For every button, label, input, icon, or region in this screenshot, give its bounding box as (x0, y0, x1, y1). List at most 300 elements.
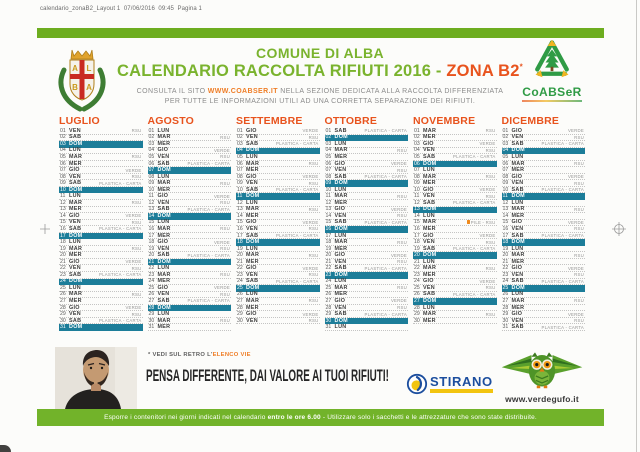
waste-label: VERDE (125, 213, 142, 219)
coabser-name: CoABSeR (522, 85, 582, 99)
day-number: 09 (502, 180, 509, 187)
day-abbrev: LUN (69, 147, 81, 154)
day-abbrev: MER (334, 199, 348, 206)
waste-label: PLASTICA - CARTA (275, 233, 319, 239)
day-abbrev: DOM (511, 239, 525, 246)
month-header: DICEMBRE (501, 115, 560, 127)
day-number: 17 (148, 232, 155, 239)
day-abbrev: SAB (511, 232, 524, 239)
waste-label: RSU (131, 200, 142, 206)
day-abbrev: SAB (69, 225, 82, 232)
day-abbrev: MAR (157, 317, 171, 324)
day-number: 03 (325, 140, 332, 147)
day-abbrev: DOM (334, 225, 348, 232)
day-number: 10 (325, 186, 332, 193)
day-abbrev: LUN (423, 304, 435, 311)
waste-label: VERDE (302, 174, 319, 180)
waste-label: PLASTICA - CARTA (364, 128, 407, 134)
day-number: 26 (60, 291, 66, 298)
day-abbrev: GIO (246, 265, 257, 272)
day-abbrev: VEN (511, 134, 524, 141)
month-column (325, 115, 409, 331)
waste-label: RSU (220, 291, 230, 297)
day-number: 21 (60, 258, 66, 265)
day-number: 11 (414, 193, 420, 200)
day-number: 04 (237, 147, 243, 154)
day-abbrev: GIO (246, 173, 257, 180)
day-number: 07 (237, 167, 243, 174)
month-header: NOVEMBRE (413, 115, 476, 127)
waste-label: RSU (574, 272, 584, 278)
print-info: calendario_zonaB2_Layout 1 07/06/2016 09:45 Pagina 1 (40, 6, 202, 12)
day-number: 04 (148, 147, 155, 154)
day-abbrev: DOM (246, 284, 260, 291)
day-number: 29 (414, 311, 420, 318)
day-number: 19 (325, 245, 332, 252)
day-number: 17 (60, 232, 66, 239)
calendar-title (110, 62, 530, 81)
stirano-yellow-band (430, 389, 493, 393)
day-row (502, 324, 586, 331)
day-abbrev: MER (511, 212, 525, 219)
waste-label: VERDE (302, 219, 319, 225)
day-abbrev: LUN (246, 153, 258, 160)
day-abbrev: LUN (246, 199, 258, 206)
day-abbrev: SAB (246, 140, 259, 147)
month-column (148, 115, 232, 331)
day-abbrev: MAR (423, 265, 437, 272)
day-number: 28 (502, 304, 509, 311)
waste-label: RSU (220, 134, 230, 140)
day-number: 25 (502, 284, 509, 291)
day-number: 28 (148, 304, 155, 311)
day-abbrev: GIO (69, 258, 80, 265)
day-abbrev: GIO (511, 219, 523, 226)
day-number: 17 (414, 232, 420, 239)
day-abbrev: VEN (246, 134, 258, 141)
month-header: OTTOBRE (324, 115, 378, 127)
waste-label: RSU (220, 200, 230, 206)
day-number: 26 (414, 291, 420, 298)
day-abbrev: MER (334, 153, 348, 160)
waste-label: RSU (308, 226, 319, 232)
day-number: 11 (502, 193, 508, 200)
day-abbrev: DOM (423, 252, 437, 259)
day-number: 03 (60, 140, 66, 147)
day-abbrev: MAR (423, 127, 437, 134)
day-abbrev: VEN (334, 212, 347, 219)
day-number: 02 (414, 134, 420, 141)
registration-target-right (612, 222, 626, 236)
day-abbrev: DOM (511, 193, 525, 200)
footnote-elenco-vie (148, 352, 251, 358)
day-number: 29 (502, 311, 509, 318)
day-number: 09 (325, 180, 332, 187)
day-number: 05 (148, 153, 155, 160)
day-abbrev: SAB (69, 134, 82, 141)
day-abbrev: LUN (157, 173, 170, 180)
day-abbrev: DOM (334, 317, 348, 324)
day-number: 10 (414, 186, 420, 193)
day-abbrev: LUN (157, 127, 170, 134)
waste-label: RSU (308, 272, 319, 278)
day-abbrev: MAR (246, 298, 260, 304)
day-abbrev: DOM (69, 186, 83, 193)
day-abbrev: DOM (511, 284, 525, 291)
coabser-recycle-tree-icon (526, 38, 578, 80)
day-abbrev: MER (69, 206, 82, 213)
waste-label: RSU (485, 147, 496, 153)
day-number: 06 (148, 160, 155, 167)
day-number: 18 (237, 239, 243, 246)
day-number: 23 (325, 271, 332, 278)
day-number: 15 (237, 219, 243, 226)
waste-label: VERDE (213, 147, 230, 153)
day-abbrev: VEN (423, 239, 435, 246)
day-abbrev: MER (423, 317, 436, 324)
waste-label: PLASTICA - CARTA (364, 219, 407, 225)
day-abbrev: SAB (69, 317, 82, 324)
day-abbrev: GIO (423, 232, 434, 239)
day-abbrev: MAR (423, 219, 437, 226)
day-number: 07 (325, 167, 332, 174)
day-abbrev: VEN (157, 153, 170, 160)
day-number: 18 (414, 239, 420, 246)
footnote-pre: * VEDI SUL RETRO L' (148, 352, 213, 358)
day-number: 06 (414, 160, 420, 167)
day-abbrev: GIO (157, 193, 169, 200)
day-abbrev: DOM (334, 134, 348, 141)
day-abbrev: VEN (69, 173, 81, 180)
waste-label: VERDE (567, 174, 584, 180)
stirano-logo (406, 372, 493, 396)
day-number: 02 (148, 134, 155, 141)
day-number: 01 (237, 127, 243, 134)
day-abbrev: DOM (246, 239, 260, 246)
day-number: 05 (325, 153, 332, 160)
day-abbrev: LUN (334, 140, 347, 147)
waste-label: RSU (485, 193, 496, 199)
day-number: 22 (325, 265, 332, 272)
day-number: 25 (60, 284, 66, 291)
waste-label: RSU (574, 180, 584, 186)
day-number: 19 (60, 245, 66, 252)
waste-label: RSU (308, 252, 319, 258)
day-abbrev: LUN (157, 219, 170, 226)
waste-label: VERDE (479, 187, 496, 193)
waste-label: PLASTICA - CARTA (541, 141, 584, 147)
day-number: 31 (148, 324, 155, 331)
day-number: 21 (237, 258, 243, 265)
day-abbrev: SAB (157, 160, 170, 167)
day-number: 26 (325, 291, 332, 298)
consult-text (110, 87, 530, 106)
day-abbrev: VEN (423, 193, 435, 200)
day-abbrev: VEN (246, 225, 258, 232)
day-number: 25 (325, 284, 332, 291)
page-edge-line (636, 0, 637, 452)
footer-text-post: - Utilizzare solo i sacchetti e le attrezzature che sono state distribuite. (320, 414, 537, 421)
day-number: 04 (325, 147, 332, 154)
day-abbrev: LUN (511, 291, 524, 298)
day-number: 07 (414, 167, 420, 174)
waste-label: PLASTICA - CARTA (275, 187, 319, 193)
day-number: 21 (502, 258, 509, 265)
day-abbrev: LUN (69, 239, 81, 246)
day-abbrev: DOM (334, 271, 348, 278)
day-abbrev: SAB (157, 206, 170, 213)
day-number: 27 (325, 298, 332, 304)
day-number: 15 (502, 219, 509, 226)
day-number: 13 (148, 206, 155, 213)
waste-label: RSU (220, 272, 230, 278)
day-abbrev: SAB (511, 278, 524, 285)
day-number: 27 (502, 298, 509, 304)
day-abbrev: SAB (246, 186, 259, 193)
waste-label: RSU (397, 167, 407, 173)
coabser-site-link: WWW.COABSER.IT (207, 88, 278, 95)
day-number: 17 (325, 232, 332, 239)
day-number: 13 (502, 206, 509, 213)
day-number: 17 (502, 232, 509, 239)
day-abbrev: MAR (334, 239, 348, 246)
month-column (413, 115, 497, 331)
day-number: 24 (148, 278, 155, 285)
day-number: 23 (414, 271, 420, 278)
day-number: 16 (60, 225, 66, 232)
day-abbrev: DOM (157, 212, 171, 219)
day-number: 16 (414, 225, 420, 232)
day-abbrev: MAR (69, 291, 83, 298)
day-number: 03 (414, 140, 420, 147)
consult-pre: CONSULTA IL SITO (136, 88, 208, 95)
day-abbrev: GIO (246, 311, 257, 318)
day-number: 13 (237, 206, 243, 213)
day-number: 12 (148, 199, 155, 206)
day-number: 13 (60, 206, 66, 213)
day-number: 20 (325, 252, 332, 259)
day-abbrev: SAB (157, 298, 170, 304)
waste-label: VERDE (479, 278, 496, 284)
day-number: 06 (60, 160, 66, 167)
day-abbrev: VEN (69, 219, 81, 226)
day-number: 01 (60, 127, 66, 134)
day-number: 18 (148, 239, 155, 246)
day-abbrev: SAB (511, 324, 524, 331)
day-abbrev: MAR (246, 160, 260, 167)
waste-label: PLASTICA - CARTA (187, 161, 230, 166)
waste-label: PLASTICA - CARTA (275, 278, 319, 284)
stirano-name: STIRANO (430, 374, 493, 390)
day-number: 10 (148, 186, 155, 193)
day-abbrev: GIO (423, 186, 434, 193)
waste-label: PLASTICA - CARTA (275, 141, 319, 147)
day-number: 27 (148, 298, 155, 304)
waste-label: RSU (485, 239, 496, 245)
day-number: 30 (237, 317, 243, 324)
day-number: 28 (60, 304, 66, 311)
waste-label: RSU (397, 285, 407, 291)
day-number: 19 (414, 245, 420, 252)
day-number: 09 (414, 180, 420, 187)
day-number: 22 (148, 265, 155, 272)
day-abbrev: MER (423, 134, 436, 141)
day-number: 28 (237, 304, 243, 311)
day-number: 11 (237, 193, 243, 200)
day-number: 24 (237, 278, 243, 285)
day-abbrev: MER (246, 258, 259, 265)
waste-label: RSU (485, 311, 496, 317)
day-number: 19 (502, 245, 509, 252)
day-abbrev: SAB (334, 173, 347, 180)
waste-label: RSU (574, 298, 584, 304)
day-number: 24 (502, 278, 509, 285)
waste-label: VERDE (390, 161, 407, 166)
day-number: 27 (237, 298, 243, 304)
day-number: 28 (414, 304, 420, 311)
day-abbrev: VEN (246, 271, 258, 278)
waste-label: PLASTICA - CARTA (541, 278, 584, 284)
waste-label: VERDE (567, 219, 584, 225)
day-number: 08 (414, 173, 420, 180)
day-abbrev: LUN (334, 278, 347, 285)
day-abbrev: VEN (334, 304, 347, 311)
waste-label: VERDE (390, 206, 407, 212)
day-number: 22 (237, 265, 243, 272)
day-abbrev: MAR (511, 298, 525, 304)
day-number: 03 (148, 140, 155, 147)
day-abbrev: GIO (511, 127, 523, 134)
waste-label: RSU (485, 128, 496, 134)
waste-label: PLASTICA - CARTA (187, 252, 230, 258)
waste-label: RSU (131, 219, 142, 225)
day-number: 06 (237, 160, 243, 167)
day-number: 09 (237, 180, 243, 187)
waste-label: RSU (574, 161, 584, 166)
day-abbrev: LUN (246, 291, 258, 298)
consult-line2: PER TUTTE LE INFORMAZIONI UTILI AD UNA CORRETTA SEPARAZIONE DEI RIFIUTI. (164, 97, 476, 105)
day-abbrev: SAB (157, 252, 170, 259)
day-abbrev: MER (423, 271, 436, 278)
day-number: 08 (148, 173, 155, 180)
day-abbrev: DOM (69, 324, 83, 331)
day-abbrev: GIO (69, 304, 80, 311)
crest-letter: L (86, 64, 92, 73)
day-abbrev: DOM (423, 160, 437, 167)
day-abbrev: LUN (334, 324, 347, 331)
waste-label: VERDE (213, 193, 230, 199)
day-number: 23 (148, 271, 155, 278)
coabser-logo (517, 38, 587, 102)
waste-label: RSU (220, 226, 230, 232)
waste-label: RSU (574, 206, 584, 212)
day-abbrev: MAR (511, 206, 525, 213)
waste-label: VERDE (125, 259, 142, 265)
day-number: 30 (502, 317, 509, 324)
waste-label: RSU (131, 265, 142, 271)
waste-label: PLASTICA - CARTA (187, 206, 230, 212)
day-abbrev: MAR (157, 271, 171, 278)
day-number: 12 (502, 199, 509, 206)
day-abbrev: VEN (423, 147, 435, 154)
day-abbrev: MER (334, 245, 348, 252)
day-abbrev: MER (157, 278, 171, 285)
day-number: 15 (414, 219, 420, 226)
day-abbrev: MER (246, 167, 259, 174)
day-abbrev: SAB (69, 180, 82, 187)
month-header: SETTEMBRE (236, 115, 303, 127)
day-abbrev: LUN (334, 186, 347, 193)
day-number: 05 (414, 153, 420, 160)
waste-label: PLASTICA - CARTA (364, 265, 407, 271)
day-abbrev: VEN (246, 317, 258, 324)
calendar-grid (59, 115, 585, 331)
day-abbrev: MAR (69, 153, 83, 160)
waste-label: RSU (220, 246, 230, 252)
day-number: 01 (148, 127, 155, 134)
day-abbrev: MER (511, 167, 525, 174)
day-number: 20 (237, 252, 243, 259)
day-abbrev: VEN (334, 167, 347, 174)
day-number: 04 (60, 147, 66, 154)
day-abbrev: VEN (246, 180, 258, 187)
day-abbrev: DOM (157, 258, 171, 265)
day-abbrev: MAR (511, 252, 525, 259)
day-abbrev: VEN (334, 258, 347, 265)
day-abbrev: DOM (69, 140, 83, 147)
day-number: 24 (414, 278, 420, 285)
day-abbrev: DOM (511, 147, 525, 154)
day-number: 30 (148, 317, 155, 324)
day-abbrev: LUN (69, 193, 81, 200)
day-number: 13 (325, 206, 332, 213)
waste-label: VERDE (567, 128, 584, 134)
day-number: 26 (148, 291, 155, 298)
day-number: 10 (502, 186, 509, 193)
waste-label: RSU (131, 128, 142, 134)
waste-label: RSU (574, 226, 584, 232)
day-number: 14 (148, 212, 155, 219)
day-abbrev: LUN (511, 153, 524, 160)
day-abbrev: VEN (157, 245, 170, 252)
day-abbrev: GIO (511, 311, 523, 318)
day-abbrev: GIO (69, 212, 80, 219)
day-number: 25 (148, 284, 155, 291)
day-abbrev: GIO (157, 284, 169, 291)
day-abbrev: GIO (334, 206, 346, 213)
day-number: 23 (237, 271, 243, 278)
day-number: 27 (414, 298, 420, 304)
consult-post: NELLA SEZIONE DEDICATA ALLA RACCOLTA DIFFERENZIATA (277, 88, 504, 95)
day-abbrev: MER (246, 212, 259, 219)
day-number: 08 (502, 173, 509, 180)
day-number: 29 (325, 311, 332, 318)
waste-label: PLASTICA - CARTA (541, 233, 584, 239)
day-number: 05 (502, 153, 509, 160)
day-abbrev: MAR (423, 173, 437, 180)
day-abbrev: SAB (334, 265, 347, 272)
day-number: 23 (502, 271, 509, 278)
day-number: 05 (237, 153, 243, 160)
waste-label: RSU (574, 318, 584, 324)
day-abbrev: MER (157, 324, 171, 331)
day-number: 11 (60, 193, 66, 200)
day-number: 14 (237, 212, 243, 219)
crest-letter: A (72, 64, 78, 73)
registration-cross-left (40, 224, 50, 234)
day-number: 03 (237, 140, 243, 147)
day-number: 02 (237, 134, 243, 141)
